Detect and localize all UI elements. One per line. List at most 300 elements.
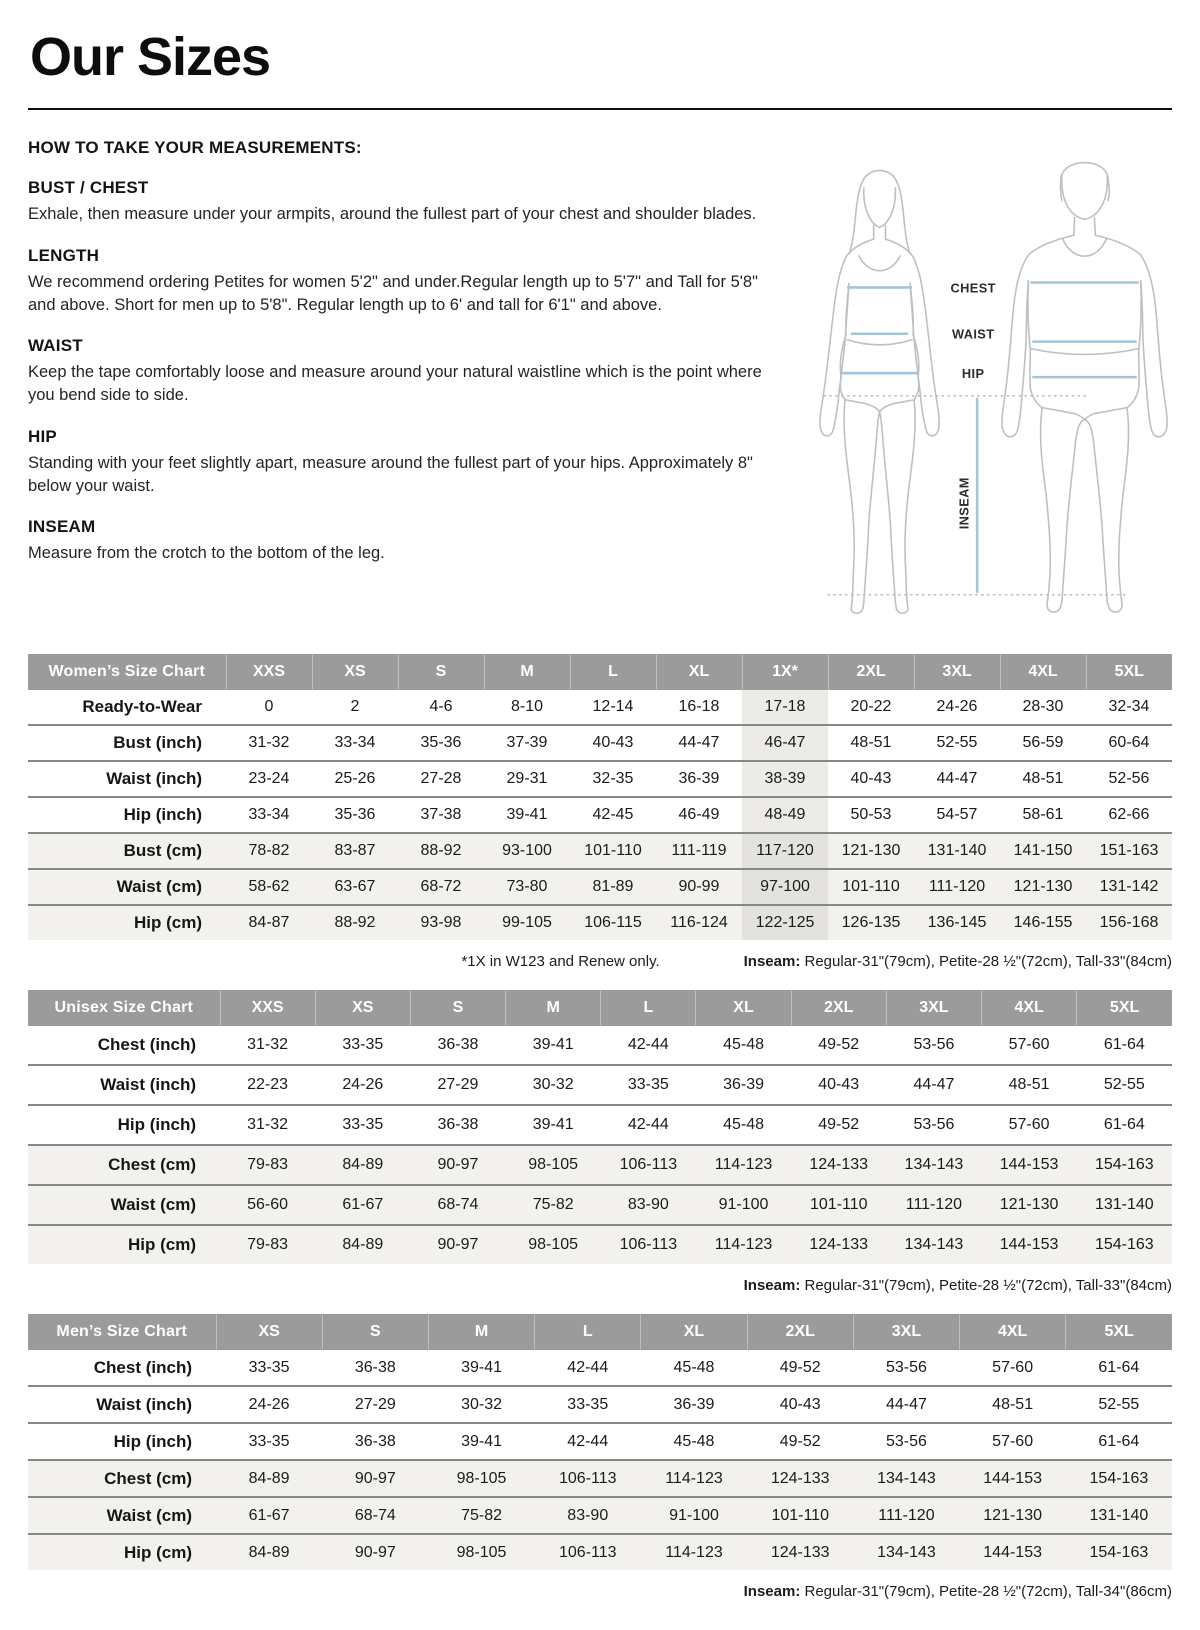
size-cell: 131-140 bbox=[1094, 1196, 1154, 1213]
row-label: Ready-to-Wear bbox=[82, 697, 202, 716]
waist-label: WAIST bbox=[951, 326, 995, 342]
size-cell: 49-52 bbox=[779, 1432, 821, 1450]
size-cell: 44-47 bbox=[913, 1076, 955, 1093]
size-cell: 42-44 bbox=[567, 1432, 609, 1450]
size-cell: 131-140 bbox=[1089, 1506, 1149, 1524]
size-cell: 61-67 bbox=[248, 1506, 290, 1524]
size-cell: 45-48 bbox=[673, 1358, 715, 1376]
table-title: Unisex Size Chart bbox=[28, 990, 220, 1026]
size-cell: 134-143 bbox=[877, 1469, 936, 1487]
size-cell: 36-38 bbox=[437, 1116, 479, 1133]
size-cell: 68-74 bbox=[354, 1506, 396, 1524]
section-body: Keep the tape comfortably loose and measure around your natural waistline which is the point where you bend side to side. bbox=[28, 363, 762, 405]
size-cell: 42-44 bbox=[627, 1116, 669, 1133]
size-cell: 46-47 bbox=[742, 725, 828, 761]
size-cell: 98-105 bbox=[528, 1236, 579, 1253]
size-cell: 33-35 bbox=[248, 1358, 290, 1376]
column-header: 2XL bbox=[828, 654, 914, 690]
size-cell: 83-90 bbox=[627, 1196, 669, 1213]
size-cell: 35-36 bbox=[420, 734, 462, 751]
size-cell: 134-143 bbox=[904, 1236, 964, 1253]
size-cell: 99-105 bbox=[502, 914, 552, 931]
size-cell: 33-35 bbox=[342, 1036, 384, 1053]
size-cell: 84-89 bbox=[342, 1236, 384, 1253]
size-cell: 0 bbox=[264, 698, 274, 715]
title-divider bbox=[28, 108, 1172, 110]
size-cell: 33-35 bbox=[342, 1116, 384, 1133]
table-row bbox=[28, 1145, 1172, 1185]
size-cell: 52-56 bbox=[1108, 770, 1150, 787]
section-hip bbox=[28, 427, 784, 498]
table-row bbox=[28, 1105, 1172, 1145]
row-label: Waist (inch) bbox=[106, 769, 202, 788]
size-cell: 111-120 bbox=[878, 1506, 935, 1524]
section-inseam bbox=[28, 517, 784, 565]
size-cell: 36-38 bbox=[354, 1358, 396, 1376]
size-cell: 101-110 bbox=[842, 878, 900, 895]
table-row bbox=[28, 797, 1172, 833]
column-header: L bbox=[535, 1314, 641, 1350]
page-title: Our Sizes bbox=[30, 27, 271, 87]
size-cell: 124-133 bbox=[770, 1543, 830, 1561]
size-cell: 40-43 bbox=[592, 734, 634, 751]
size-cell: 32-35 bbox=[592, 770, 634, 787]
size-cell: 83-90 bbox=[567, 1506, 609, 1524]
size-cell: 106-113 bbox=[559, 1469, 617, 1487]
size-cell: 106-113 bbox=[559, 1543, 617, 1561]
size-cell: 16-18 bbox=[678, 698, 720, 715]
table-row bbox=[28, 869, 1172, 905]
size-cell: 121-130 bbox=[841, 842, 901, 859]
size-cell: 97-100 bbox=[742, 869, 828, 905]
section-bust-chest bbox=[28, 178, 784, 226]
column-header: 5XL bbox=[1077, 990, 1172, 1026]
table-row bbox=[28, 1423, 1172, 1460]
size-cell: 27-28 bbox=[420, 770, 462, 787]
chest-label: CHEST bbox=[950, 280, 996, 296]
column-header: M bbox=[428, 1314, 534, 1350]
size-cell: 48-51 bbox=[850, 734, 892, 751]
size-cell: 36-38 bbox=[354, 1432, 396, 1450]
section-waist bbox=[28, 336, 784, 407]
section-body: We recommend ordering Petites for women 5'2" and under.Regular length up to 5'7" and Tall for 5'8" and above. Short for men up to 5'8". Regular length up to 6' and tall for 6'1" and above. bbox=[28, 272, 758, 314]
size-cell: 144-153 bbox=[983, 1469, 1042, 1487]
size-cell: 27-29 bbox=[437, 1076, 479, 1093]
size-cell: 52-55 bbox=[936, 734, 978, 751]
mens-footnotes bbox=[28, 1583, 1172, 1600]
size-cell: 61-64 bbox=[1103, 1116, 1145, 1133]
table-row bbox=[28, 1350, 1172, 1386]
column-header: XS bbox=[312, 654, 398, 690]
size-cell: 53-56 bbox=[913, 1036, 955, 1053]
size-cell: 61-64 bbox=[1098, 1358, 1140, 1376]
size-cell: 40-43 bbox=[779, 1395, 821, 1413]
size-cell: 28-30 bbox=[1022, 698, 1064, 715]
size-cell: 53-56 bbox=[885, 1432, 927, 1450]
size-cell: 29-31 bbox=[506, 770, 548, 787]
inseam-label: INSEAM bbox=[956, 477, 972, 530]
size-cell: 37-38 bbox=[420, 806, 462, 823]
size-cell: 146-155 bbox=[1013, 914, 1073, 931]
size-cell: 154-163 bbox=[1089, 1543, 1149, 1561]
column-header: 3XL bbox=[914, 654, 1000, 690]
section-title: HIP bbox=[28, 426, 57, 446]
column-header: S bbox=[398, 654, 484, 690]
size-cell: 101-110 bbox=[584, 842, 642, 859]
size-cell: 79-83 bbox=[247, 1236, 289, 1253]
size-cell: 131-142 bbox=[1099, 878, 1159, 895]
size-cell: 39-41 bbox=[532, 1036, 574, 1053]
size-cell: 39-41 bbox=[532, 1116, 574, 1133]
size-cell: 20-22 bbox=[850, 698, 892, 715]
mens-size-chart-table bbox=[28, 1314, 1172, 1570]
section-title: BUST / CHEST bbox=[28, 178, 149, 197]
size-cell: 40-43 bbox=[850, 770, 892, 787]
size-cell: 30-32 bbox=[532, 1076, 574, 1093]
column-header: XXS bbox=[226, 654, 312, 690]
size-cell: 106-113 bbox=[619, 1156, 678, 1173]
size-cell: 38-39 bbox=[742, 761, 828, 797]
size-cell: 93-98 bbox=[420, 914, 462, 931]
size-cell: 90-97 bbox=[437, 1236, 479, 1253]
column-header: XS bbox=[216, 1314, 322, 1350]
size-cell: 111-119 bbox=[671, 842, 727, 859]
size-cell: 36-39 bbox=[673, 1395, 715, 1413]
column-header: XL bbox=[656, 654, 742, 690]
size-cell: 36-39 bbox=[723, 1076, 764, 1093]
row-label: Waist (cm) bbox=[116, 877, 202, 896]
size-cell: 54-57 bbox=[936, 806, 978, 823]
howto-heading: HOW TO TAKE YOUR MEASUREMENTS: bbox=[28, 138, 362, 157]
row-label: Hip (inch) bbox=[123, 805, 202, 824]
unisex-size-chart-table bbox=[28, 990, 1172, 1264]
size-cell: 114-123 bbox=[714, 1236, 773, 1253]
column-header: XXS bbox=[220, 990, 315, 1026]
man-figure-outline bbox=[1002, 163, 1167, 613]
size-cell: 53-56 bbox=[885, 1358, 927, 1376]
size-cell: 84-87 bbox=[248, 914, 290, 931]
size-cell: 124-133 bbox=[809, 1156, 869, 1173]
column-header: M bbox=[506, 990, 601, 1026]
size-cell: 90-99 bbox=[678, 878, 720, 895]
size-cell: 134-143 bbox=[904, 1156, 964, 1173]
section-title: WAIST bbox=[28, 336, 83, 356]
row-label: Waist (inch) bbox=[96, 1394, 192, 1414]
size-cell: 57-60 bbox=[1008, 1116, 1050, 1133]
size-cell: 36-38 bbox=[437, 1036, 479, 1053]
size-cell: 154-163 bbox=[1094, 1156, 1154, 1173]
size-cell: 48-51 bbox=[992, 1395, 1034, 1413]
size-cell: 141-150 bbox=[1013, 842, 1073, 859]
row-label: Waist (cm) bbox=[110, 1195, 196, 1214]
size-cell: 61-67 bbox=[342, 1196, 384, 1213]
column-header: 2XL bbox=[791, 990, 886, 1026]
section-title: LENGTH bbox=[28, 245, 100, 265]
size-cell: 122-125 bbox=[742, 905, 828, 940]
size-cell: 50-53 bbox=[850, 806, 892, 823]
size-cell: 56-60 bbox=[247, 1196, 289, 1213]
size-cell: 101-110 bbox=[771, 1506, 829, 1524]
table-header-row bbox=[28, 1314, 1172, 1350]
table-row bbox=[28, 1534, 1172, 1570]
table-row bbox=[28, 1225, 1172, 1264]
womens-footnotes bbox=[28, 953, 1172, 970]
table-row bbox=[28, 690, 1172, 725]
footnote-1x: *1X in W123 and Renew only. bbox=[461, 953, 660, 970]
measurement-intro bbox=[28, 136, 1172, 632]
row-label: Waist (cm) bbox=[106, 1505, 192, 1525]
size-cell: 88-92 bbox=[334, 914, 376, 931]
size-cell: 42-44 bbox=[567, 1358, 609, 1376]
size-cell: 126-135 bbox=[841, 914, 901, 931]
size-cell: 45-48 bbox=[673, 1432, 715, 1450]
size-cell: 57-60 bbox=[992, 1432, 1034, 1450]
size-cell: 101-110 bbox=[809, 1196, 868, 1213]
size-cell: 81-89 bbox=[592, 878, 634, 895]
size-cell: 35-36 bbox=[334, 806, 376, 823]
row-label: Hip (cm) bbox=[128, 1235, 196, 1254]
size-cell: 39-41 bbox=[461, 1432, 502, 1450]
column-header: M bbox=[484, 654, 570, 690]
size-cell: 48-51 bbox=[1022, 770, 1064, 787]
size-cell: 90-97 bbox=[354, 1543, 396, 1561]
size-cell: 40-43 bbox=[818, 1076, 860, 1093]
column-header: 4XL bbox=[1000, 654, 1086, 690]
measurement-instructions bbox=[28, 136, 784, 565]
figure-illustration-svg bbox=[784, 138, 1188, 630]
hip-label: HIP bbox=[961, 366, 985, 382]
size-cell: 33-35 bbox=[248, 1432, 290, 1450]
size-cell: 124-133 bbox=[809, 1236, 869, 1253]
size-cell: 121-130 bbox=[983, 1506, 1042, 1524]
size-cell: 2 bbox=[350, 698, 360, 715]
size-cell: 44-47 bbox=[678, 734, 720, 751]
size-cell: 73-80 bbox=[506, 878, 548, 895]
table-header-row bbox=[28, 654, 1172, 690]
column-header: L bbox=[570, 654, 656, 690]
size-cell: 31-32 bbox=[247, 1116, 289, 1133]
column-header: 4XL bbox=[960, 1314, 1066, 1350]
column-header: 5XL bbox=[1086, 654, 1172, 690]
row-label: Chest (inch) bbox=[97, 1035, 196, 1054]
footnote-inseam: Inseam: Regular-31"(79cm), Petite-28 ½"(72cm), Tall-34"(86cm) bbox=[743, 1583, 1172, 1600]
row-label: Waist (inch) bbox=[100, 1075, 196, 1094]
column-header: XL bbox=[641, 1314, 747, 1350]
size-cell: 61-64 bbox=[1098, 1432, 1140, 1450]
size-cell: 84-89 bbox=[342, 1156, 384, 1173]
section-length bbox=[28, 246, 784, 317]
table-title: Men’s Size Chart bbox=[28, 1314, 216, 1350]
row-label: Bust (cm) bbox=[123, 841, 202, 860]
size-cell: 75-82 bbox=[532, 1196, 574, 1213]
table-row bbox=[28, 1386, 1172, 1423]
size-cell: 22-23 bbox=[247, 1076, 289, 1093]
size-cell: 156-168 bbox=[1099, 914, 1159, 931]
size-cell: 42-45 bbox=[592, 806, 634, 823]
size-cell: 106-115 bbox=[584, 914, 642, 931]
size-cell: 98-105 bbox=[456, 1469, 507, 1487]
size-cell: 121-130 bbox=[999, 1196, 1059, 1213]
unisex-footnotes bbox=[28, 1277, 1172, 1294]
size-cell: 39-41 bbox=[461, 1358, 502, 1376]
size-cell: 88-92 bbox=[420, 842, 462, 859]
size-cell: 52-55 bbox=[1103, 1076, 1145, 1093]
size-cell: 63-67 bbox=[334, 878, 376, 895]
column-header: XS bbox=[315, 990, 410, 1026]
size-cell: 31-32 bbox=[247, 1036, 289, 1053]
size-cell: 23-24 bbox=[248, 770, 290, 787]
womens-size-chart-table bbox=[28, 654, 1172, 940]
row-label: Hip (inch) bbox=[117, 1115, 196, 1134]
table-row bbox=[28, 725, 1172, 761]
size-cell: 106-113 bbox=[619, 1236, 678, 1253]
size-cell: 151-163 bbox=[1099, 842, 1159, 859]
size-cell: 57-60 bbox=[1008, 1036, 1050, 1053]
section-title: INSEAM bbox=[28, 517, 96, 537]
table-header-row bbox=[28, 990, 1172, 1026]
womens-size-chart-section bbox=[28, 654, 1172, 970]
table-row bbox=[28, 1497, 1172, 1534]
size-cell: 134-143 bbox=[877, 1543, 936, 1561]
size-cell: 52-55 bbox=[1098, 1395, 1140, 1413]
size-cell: 32-34 bbox=[1108, 698, 1150, 715]
footnote-inseam: Inseam: Regular-31"(79cm), Petite-28 ½"(72cm), Tall-33"(84cm) bbox=[743, 1277, 1172, 1294]
size-cell: 62-66 bbox=[1108, 806, 1150, 823]
table-row bbox=[28, 1460, 1172, 1497]
table-row bbox=[28, 1185, 1172, 1225]
table-row bbox=[28, 761, 1172, 797]
size-cell: 57-60 bbox=[992, 1358, 1034, 1376]
size-cell: 33-35 bbox=[627, 1076, 669, 1093]
column-header: XL bbox=[696, 990, 791, 1026]
size-cell: 114-123 bbox=[714, 1156, 773, 1173]
size-cell: 154-163 bbox=[1094, 1236, 1154, 1253]
size-cell: 44-47 bbox=[885, 1395, 927, 1413]
column-header: S bbox=[410, 990, 505, 1026]
row-label: Chest (cm) bbox=[108, 1155, 196, 1174]
section-body: Measure from the crotch to the bottom of the leg. bbox=[28, 544, 385, 563]
table-row bbox=[28, 1065, 1172, 1105]
size-cell: 60-64 bbox=[1108, 734, 1150, 751]
size-cell: 131-140 bbox=[927, 842, 987, 859]
size-cell: 91-100 bbox=[718, 1196, 769, 1213]
size-cell: 12-14 bbox=[592, 698, 634, 715]
section-body: Standing with your feet slightly apart, measure around the fullest part of your hips. Approximately 8" below your waist. bbox=[28, 453, 753, 495]
size-cell: 58-61 bbox=[1022, 806, 1064, 823]
section-body: Exhale, then measure under your armpits, around the fullest part of your chest and shoulder blades. bbox=[28, 205, 757, 223]
size-cell: 58-62 bbox=[248, 878, 290, 895]
woman-figure-outline bbox=[820, 170, 939, 613]
size-cell: 49-52 bbox=[818, 1116, 860, 1133]
table-row bbox=[28, 905, 1172, 940]
size-cell: 56-59 bbox=[1022, 734, 1064, 751]
row-label: Hip (cm) bbox=[124, 1542, 192, 1562]
size-cell: 48-51 bbox=[1008, 1076, 1050, 1093]
size-cell: 144-153 bbox=[999, 1156, 1059, 1173]
size-cell: 48-49 bbox=[742, 797, 828, 833]
size-cell: 98-105 bbox=[528, 1156, 579, 1173]
size-cell: 154-163 bbox=[1089, 1469, 1149, 1487]
table-row bbox=[28, 1026, 1172, 1065]
size-cell: 24-26 bbox=[936, 698, 978, 715]
size-cell: 27-29 bbox=[354, 1395, 396, 1413]
size-cell: 25-26 bbox=[334, 770, 376, 787]
size-cell: 121-130 bbox=[1013, 878, 1073, 895]
column-header: 3XL bbox=[853, 1314, 959, 1350]
column-header: S bbox=[322, 1314, 428, 1350]
size-cell: 45-48 bbox=[723, 1036, 764, 1053]
size-cell: 136-145 bbox=[927, 914, 987, 931]
column-header: 2XL bbox=[747, 1314, 853, 1350]
size-cell: 84-89 bbox=[248, 1543, 290, 1561]
size-cell: 124-133 bbox=[770, 1469, 830, 1487]
size-cell: 111-120 bbox=[928, 878, 986, 895]
size-cell: 114-123 bbox=[665, 1543, 723, 1561]
size-cell: 117-120 bbox=[742, 833, 828, 869]
size-cell: 46-49 bbox=[678, 806, 720, 823]
size-cell: 37-39 bbox=[506, 734, 548, 751]
row-label: Hip (cm) bbox=[134, 913, 202, 932]
size-cell: 78-82 bbox=[248, 842, 290, 859]
size-cell: 84-89 bbox=[248, 1469, 290, 1487]
size-cell: 36-39 bbox=[678, 770, 720, 787]
size-cell: 98-105 bbox=[456, 1543, 507, 1561]
size-cell: 79-83 bbox=[247, 1156, 289, 1173]
size-cell: 68-72 bbox=[420, 878, 462, 895]
row-label: Bust (inch) bbox=[113, 733, 202, 752]
size-cell: 24-26 bbox=[342, 1076, 384, 1093]
size-cell: 90-97 bbox=[437, 1156, 479, 1173]
size-cell: 53-56 bbox=[913, 1116, 955, 1133]
footnote-inseam: Inseam: Regular-31"(79cm), Petite-28 ½"(72cm), Tall-33"(84cm) bbox=[743, 953, 1172, 970]
table-title: Women’s Size Chart bbox=[28, 654, 226, 690]
size-cell: 33-35 bbox=[567, 1395, 609, 1413]
size-cell: 42-44 bbox=[627, 1036, 669, 1053]
column-header: 3XL bbox=[886, 990, 981, 1026]
size-cell: 111-120 bbox=[905, 1196, 963, 1213]
size-cell: 91-100 bbox=[669, 1506, 719, 1524]
size-cell: 68-74 bbox=[437, 1196, 479, 1213]
size-cell: 33-34 bbox=[248, 806, 290, 823]
size-cell: 93-100 bbox=[502, 842, 552, 859]
size-cell: 39-41 bbox=[506, 806, 548, 823]
size-cell: 144-153 bbox=[999, 1236, 1059, 1253]
size-cell: 75-82 bbox=[461, 1506, 502, 1524]
unisex-size-chart-section bbox=[28, 990, 1172, 1294]
mens-size-chart-section bbox=[28, 1314, 1172, 1600]
size-cell: 90-97 bbox=[354, 1469, 396, 1487]
size-cell: 49-52 bbox=[779, 1358, 821, 1376]
size-cell: 8-10 bbox=[510, 698, 544, 715]
body-measurement-diagram bbox=[784, 136, 1188, 630]
row-label: Chest (inch) bbox=[93, 1357, 192, 1377]
table-row bbox=[28, 833, 1172, 869]
column-header: 1X* bbox=[742, 654, 828, 690]
size-cell: 30-32 bbox=[461, 1395, 502, 1413]
size-cell: 116-124 bbox=[670, 914, 728, 931]
size-cell: 33-34 bbox=[334, 734, 376, 751]
size-cell: 45-48 bbox=[723, 1116, 764, 1133]
column-header: 4XL bbox=[982, 990, 1077, 1026]
size-cell: 17-18 bbox=[742, 690, 828, 725]
size-cell: 4-6 bbox=[429, 698, 453, 715]
size-cell: 44-47 bbox=[936, 770, 978, 787]
size-cell: 49-52 bbox=[818, 1036, 860, 1053]
column-header: L bbox=[601, 990, 696, 1026]
size-cell: 31-32 bbox=[248, 734, 290, 751]
column-header: 5XL bbox=[1066, 1314, 1172, 1350]
row-label: Hip (inch) bbox=[113, 1431, 192, 1451]
